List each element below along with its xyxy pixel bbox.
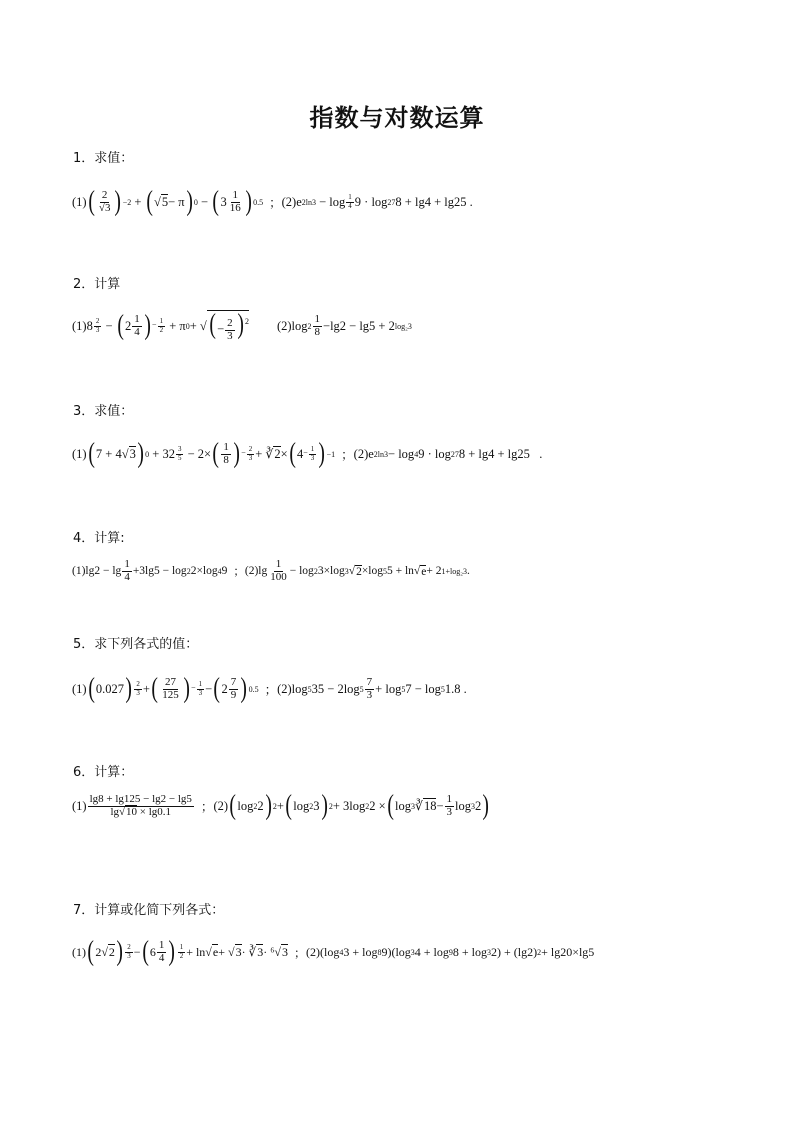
problem-7-heading: 7．计算或化简下列各式： <box>73 903 225 918</box>
problem-5-formula: (1) ( 0.027 ) $\frac{2}{3}$ + ( $\frac{27}{125}$ ) − $\frac{1}{3}$ − ( 2 $\frac{7}{9}$ ) 0.5 ； (2) log 5 35 − 2log 5 $\frac{7}{3}$ + log 5 7 − log 5 1.8 . <box>72 673 467 704</box>
problem-7-formula: (1) ( 2√ 2 ) $\frac{2}{3}$ − ( 6 $\frac{1}{4}$ ) $\frac{1}{2}$ + ln√ e + √ 3 · ∛ 3 · ⁶√ 3 ； (2) (log 4 3 + log 8 9)(log 3 4 + log 9 8 + log 3 2) + (lg2) 2 + lg20×lg5 <box>72 936 595 967</box>
problem-6-heading: 6．计算： <box>73 765 134 780</box>
problem-4-formula: (1) lg2 − lg $\frac{1}{4}$ +3lg5 − log 2 2×log 4 9 ； (2) lg $\frac{1}{100}$ − log 2 3×log 3 √ 2 ×log 5 5 + ln√ e + 2 1+log₂3 . <box>72 557 470 583</box>
problem-5-heading: 5．求下列各式的值： <box>73 637 199 652</box>
problem-6-formula: (1) $\frac{\lg 8 + \lg 125 - \lg 2 - \lg 5}{\lg√10 \times \lg 0.1}$ ； (2) ( log 2 2 ) 2 + ( log 2 3 ) 2 + 3log 2 2 × ( log 3 ∛ 18 − $\frac{1}{3}$ log 3 2 ) <box>72 790 490 821</box>
problem-4-heading: 4．计算: <box>73 531 125 546</box>
page-title: 指数与对数运算 <box>309 104 485 132</box>
problem-1-heading: 1．求值： <box>73 151 134 166</box>
problem-2-formula: (1) 8 $\frac{2}{3}$ − ( 2 $\frac{1}{4}$ ) − $\frac{1}{2}$ + π 0 + √ (− $\frac{2}{3}$ )$^2$ (2) log 2 $\frac{1}{8}$ −lg2 − lg5 + 2 log₂3 <box>72 308 412 342</box>
problem-3-heading: 3．求值： <box>73 404 134 419</box>
problem-3-formula: (1) ( 7 + 4√ 3 ) 0 + 32 $\frac{3}{5}$ − 2× ( $\frac{1}{8}$ ) − $\frac{2}{3}$ + ∛ 2 × ( 4 − $\frac{1}{3}$ ) −1 ； (2) e 2ln3 − log 4 9 · log 27 8 + lg4 + lg25 . <box>72 438 543 469</box>
part-label: (1) <box>72 194 87 209</box>
problem-1-formula: (1) ( $\frac{2}{√3}$ ) −2 + ( √ 5 − π ) 0 − ( 3 $\frac{1}{16}$ ) 0.5 ； (2) e 2ln3 − log $\frac{1}{4}$ 9 · log 27 8 + lg4 + lg25 . <box>72 186 473 217</box>
problem-2-heading: 2．计算 <box>73 277 121 292</box>
